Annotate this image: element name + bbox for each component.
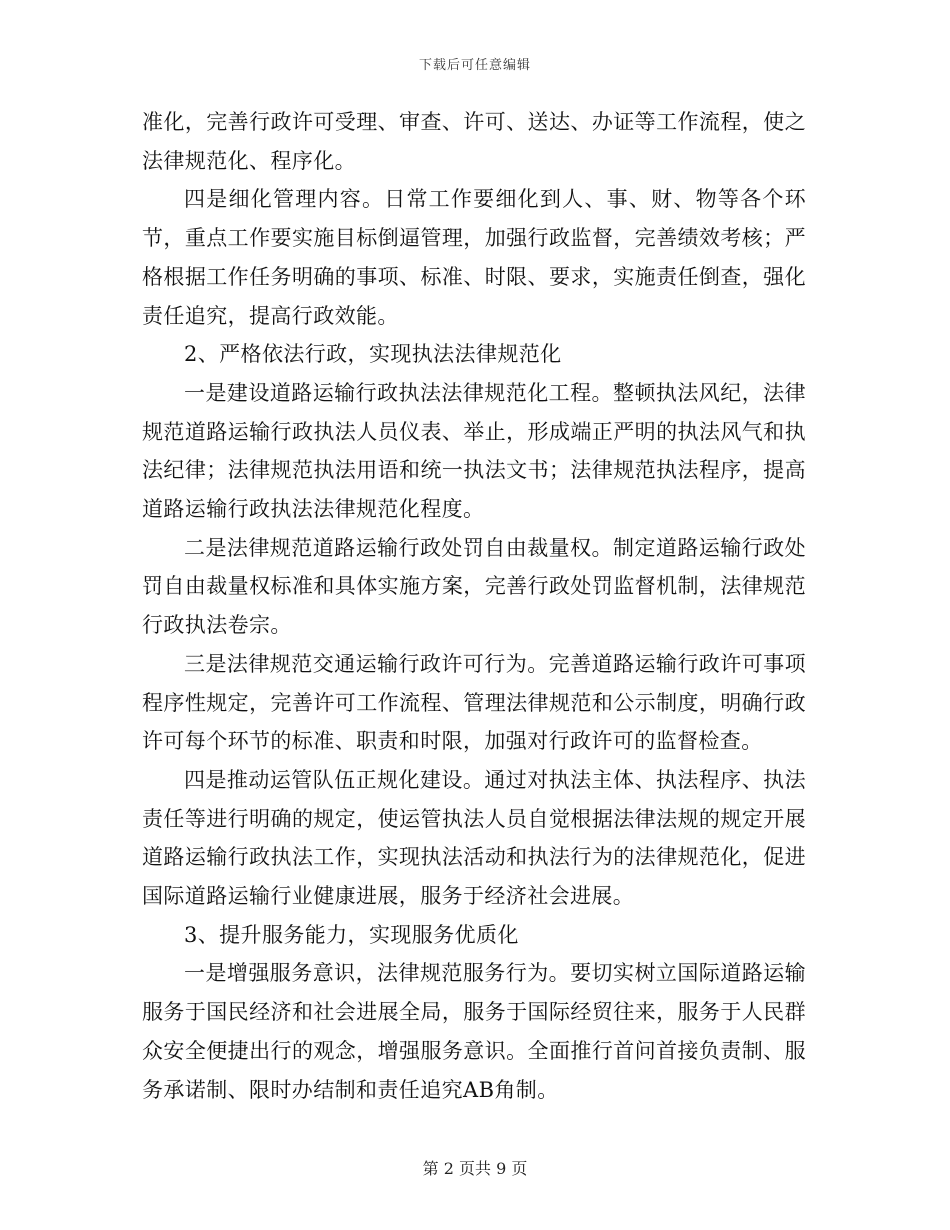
paragraph-2: 四是细化管理内容。日常工作要细化到人、事、财、物等各个环节，重点工作要实施目标倒逼管理，加强行政监督，完善绩效考核；严格根据工作任务明确的事项、标准、时限、要求，实施责任倒查，强化责任追究，提高行政效能。 bbox=[142, 187, 806, 328]
paragraph-5: 三是法律规范交通运输行政许可行为。完善道路运输行政许可事项程序性规定，完善许可工作流程、管理法律规范和公示制度，明确行政许可每个环节的标准、职责和时限，加强对行政许可的监督检查。 bbox=[142, 651, 806, 754]
section-heading-2: 2、严格依法行政，实现执法法律规范化 bbox=[184, 342, 562, 367]
paragraph-3: 一是建设道路运输行政执法法律规范化工程。整顿执法风纪，法律规范道路运输行政执法人员仪表、举止，形成端正严明的执法风气和执法纪律；法律规范执法用语和统一执法文书；法律规范执法程序，提高道路运输行政执法法律规范化程度。 bbox=[142, 380, 806, 522]
section-heading-3: 3、提升服务能力，实现服务优质化 bbox=[184, 922, 519, 947]
document-body bbox=[142, 103, 806, 1109]
page-header: 下载后可任意编辑 bbox=[418, 58, 531, 73]
paragraph-1: 准化，完善行政许可受理、审查、许可、送达、办证等工作流程，使之法律规范化、程序化。 bbox=[142, 110, 806, 173]
paragraph-7: 一是增强服务意识，法律规范服务行为。要切实树立国际道路运输服务于国民经济和社会进展全局，服务于国际经贸往来，服务于人民群众安全便捷出行的观念，增强服务意识。全面推行首问首接负责制、服务承诺制、限时办结制和责任追究AB角制。 bbox=[142, 961, 806, 1102]
page-footer: 第 2 页共 9 页 bbox=[422, 1159, 528, 1178]
paragraph-6: 四是推动运管队伍正规化建设。通过对执法主体、执法程序、执法责任等进行明确的规定，使运管执法人员自觉根据法律法规的规定开展道路运输行政执法工作，实现执法活动和执法行为的法律规范化，促进国际道路运输行业健康进展，服务于经济社会进展。 bbox=[142, 767, 806, 909]
paragraph-4: 二是法律规范道路运输行政处罚自由裁量权。制定道路运输行政处罚自由裁量权标准和具体实施方案，完善行政处罚监督机制，法律规范行政执法卷宗。 bbox=[142, 535, 806, 638]
